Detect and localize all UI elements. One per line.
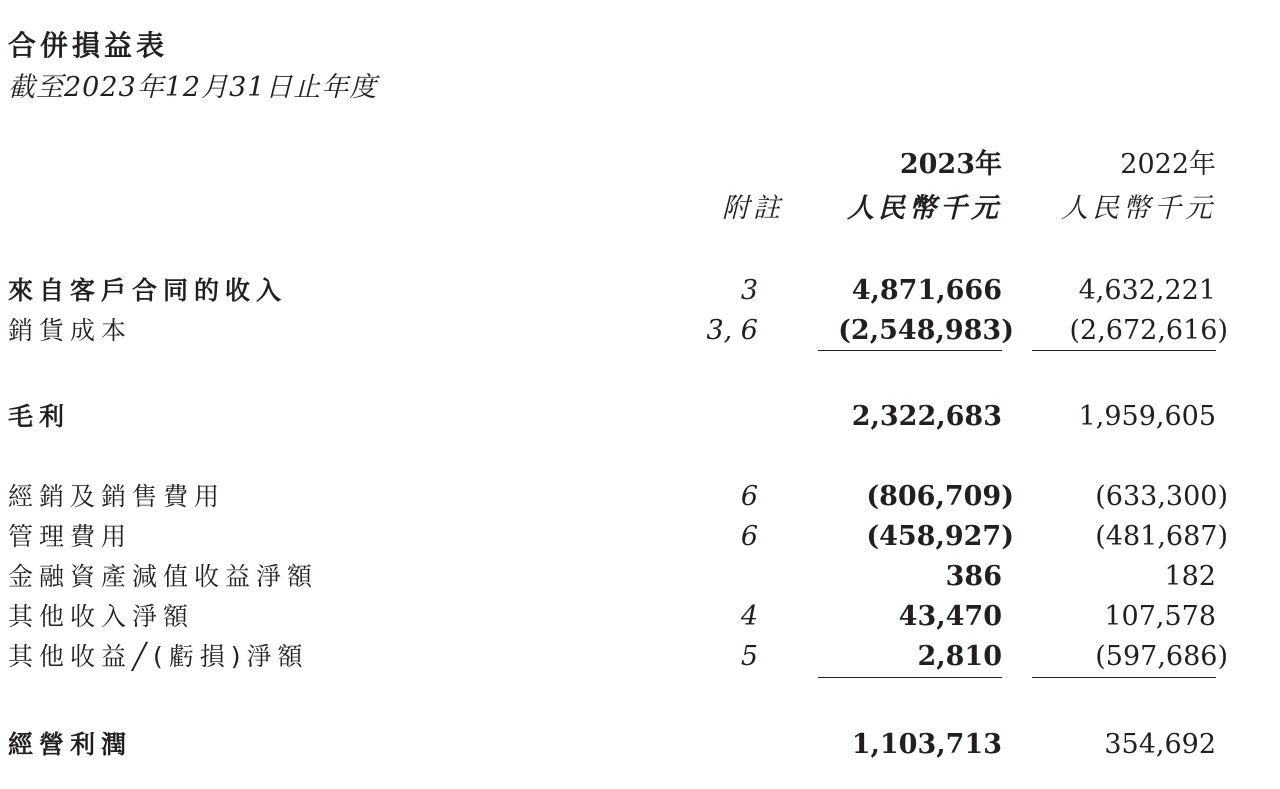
row-note: 4	[740, 601, 758, 632]
value-2023: 4,871,666	[851, 275, 1002, 306]
table-row-operating-profit	[0, 726, 1280, 764]
row-label: 來自客戶合同的收入	[8, 276, 288, 305]
table-row-cost-of-sales	[0, 312, 1280, 350]
table-row-other-income	[0, 598, 1280, 636]
table-row-gross-profit	[0, 398, 1280, 436]
value-2022: 1,959,605	[1078, 401, 1216, 432]
statement-title: 合併損益表	[8, 29, 169, 62]
column-header-year-2023: 2023年	[899, 149, 1002, 180]
value-2022: (481,687)	[1095, 521, 1228, 552]
row-note: 3, 6	[706, 315, 758, 346]
value-2023: 2,322,683	[851, 401, 1002, 432]
value-2023: 43,470	[898, 601, 1002, 632]
value-2023: 2,810	[917, 641, 1002, 672]
row-note: 6	[740, 481, 758, 512]
row-label: 經營利潤	[8, 730, 133, 759]
subtotal-rule-2023	[818, 677, 1002, 678]
row-label: 經銷及銷售費用	[8, 482, 226, 511]
table-row-other-gains-losses	[0, 638, 1280, 676]
value-2022: 354,692	[1104, 729, 1216, 760]
row-note: 3	[740, 275, 758, 306]
statement-period: 截至2023年12月31日止年度	[8, 72, 378, 103]
value-2023: 386	[945, 561, 1002, 592]
column-header-note: 附註	[722, 193, 784, 224]
table-row-admin-expenses	[0, 518, 1280, 556]
value-2023: (458,927)	[866, 521, 1014, 552]
value-2023: (806,709)	[866, 481, 1014, 512]
row-note: 5	[740, 641, 758, 672]
subtotal-rule-2022	[1032, 677, 1216, 678]
value-2022: 182	[1164, 561, 1216, 592]
table-row-impairment-gains	[0, 558, 1280, 596]
column-header-currency-2023: 人民幣千元	[847, 193, 1002, 224]
row-label: 金融資產減值收益淨額	[8, 562, 319, 591]
table-row-selling-expenses	[0, 478, 1280, 516]
row-label: 其他收入淨額	[8, 602, 195, 631]
row-note: 6	[740, 521, 758, 552]
row-label: 管理費用	[8, 522, 133, 551]
value-2022: (597,686)	[1095, 641, 1228, 672]
value-2022: 107,578	[1104, 601, 1216, 632]
row-label: 毛利	[8, 402, 71, 431]
value-2022: (633,300)	[1095, 481, 1228, 512]
value-2023: (2,548,983)	[838, 315, 1014, 346]
row-label: 銷貨成本	[8, 316, 133, 345]
table-row-revenue	[0, 272, 1280, 310]
value-2022: 4,632,221	[1078, 275, 1216, 306]
value-2023: 1,103,713	[851, 729, 1002, 760]
column-header-year-2022: 2022年	[1120, 149, 1216, 180]
subtotal-rule-2022	[1032, 350, 1216, 351]
column-header-currency-2022: 人民幣千元	[1061, 193, 1216, 224]
subtotal-rule-2023	[818, 350, 1002, 351]
row-label: 其他收益╱(虧損)淨額	[8, 642, 309, 671]
value-2022: (2,672,616)	[1069, 315, 1228, 346]
